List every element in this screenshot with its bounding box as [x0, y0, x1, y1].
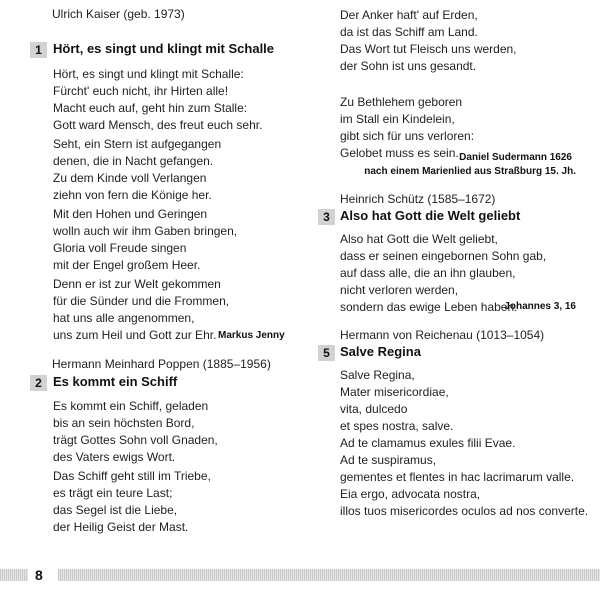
song2-stanza-4: [340, 94, 474, 162]
track-number-5: 5: [318, 345, 335, 361]
song1-stanza-2: [53, 136, 221, 204]
composer-kaiser: Ulrich Kaiser (geb. 1973): [52, 7, 185, 21]
track-number-3: 3: [318, 209, 335, 225]
lyric-line: Gloria voll Freude singen: [53, 241, 187, 255]
song2-stanza-3: [340, 7, 517, 75]
lyric-line: der Sohn ist uns gesandt.: [340, 59, 477, 73]
lyric-line: auf dass alle, die an ihn glauben,: [340, 266, 516, 280]
song1-stanza-1: [53, 66, 262, 134]
lyric-line: trägt Gottes Sohn voll Gnaden,: [53, 433, 218, 447]
song2-stanza-1: [53, 398, 218, 466]
lyric-line: Zu dem Kinde voll Verlangen: [53, 171, 207, 185]
lyric-line: das Segel ist die Liebe,: [53, 503, 178, 517]
lyric-line: der Heilig Geist der Mast.: [53, 520, 189, 534]
footer-bar-left: [0, 569, 28, 581]
song1-stanza-3: [53, 206, 237, 274]
lyric-line: nicht verloren werden,: [340, 283, 459, 297]
lyric-line: im Stall ein Kindelein,: [340, 112, 455, 126]
attribution-johannes: Johannes 3, 16: [504, 301, 576, 312]
lyric-line: für die Sünder und die Frommen,: [53, 294, 230, 308]
lyric-line: hat uns alle angenommen,: [53, 311, 195, 325]
footer-bar-right: [58, 569, 600, 581]
lyric-line: wolln auch wir ihm Gaben bringen,: [53, 224, 238, 238]
lyric-line: Hört, es singt und klingt mit Schalle:: [53, 67, 244, 81]
lyric-line: gementes et flentes in hac lacrimarum valle.: [340, 470, 575, 484]
lyric-line: ziehn von fern die Könige her.: [53, 188, 212, 202]
lyric-line: Also hat Gott die Welt geliebt,: [340, 232, 498, 246]
lyric-line: illos tuos misericordes oculos ad nos converte.: [340, 504, 589, 518]
attribution-strassburg: nach einem Marienlied aus Straßburg 15. Jh.: [364, 166, 576, 177]
song5-text: [340, 367, 588, 520]
composer-schuetz: Heinrich Schütz (1585–1672): [340, 192, 496, 206]
song-title-3: Also hat Gott die Welt geliebt: [340, 208, 521, 223]
song-title-2: Es kommt ein Schiff: [53, 374, 178, 389]
song-title-5: Salve Regina: [340, 344, 421, 359]
lyric-line: vita, dulcedo: [340, 402, 408, 416]
lyric-line: Der Anker haft' auf Erden,: [340, 8, 478, 22]
lyric-line: dass er seinen eingebornen Sohn gab,: [340, 249, 547, 263]
song-title-1: Hört, es singt und klingt mit Schalle: [53, 41, 275, 56]
lyric-line: Gott ward Mensch, des freut euch sehr.: [53, 118, 263, 132]
lyric-line: Das Wort tut Fleisch uns werden,: [340, 42, 517, 56]
track-number-1: 1: [30, 42, 47, 58]
lyric-line: Eia ergo, advocata nostra,: [340, 487, 481, 501]
lyric-line: Ad te clamamus exules filii Evae.: [340, 436, 516, 450]
attribution-sudermann: Daniel Sudermann 1626: [459, 152, 572, 163]
lyric-line: bis an sein höchsten Bord,: [53, 416, 195, 430]
lyric-line: mit der Engel großem Heer.: [53, 258, 201, 272]
lyric-line: Gelobet muss es sein.: [340, 146, 459, 160]
lyric-line: denen, die in Nacht gefangen.: [53, 154, 214, 168]
composer-poppen: Hermann Meinhard Poppen (1885–1956): [52, 357, 271, 371]
lyric-line: sondern das ewige Leben haben.: [340, 300, 518, 314]
lyric-line: Ad te suspiramus,: [340, 453, 437, 467]
lyric-line: Mater misericordiae,: [340, 385, 449, 399]
lyric-line: es trägt ein teure Last;: [53, 486, 173, 500]
page-number: 8: [35, 567, 43, 583]
lyric-line: Das Schiff geht still im Triebe,: [53, 469, 211, 483]
song1-stanza-4: [53, 276, 229, 344]
lyric-line: Seht, ein Stern ist aufgegangen: [53, 137, 222, 151]
lyric-line: Denn er ist zur Welt gekommen: [53, 277, 221, 291]
lyric-line: et spes nostra, salve.: [340, 419, 454, 433]
lyric-line: Zu Bethlehem geboren: [340, 95, 463, 109]
lyric-line: Fürcht' euch nicht, ihr Hirten alle!: [53, 84, 229, 98]
lyric-line: des Vaters ewigs Wort.: [53, 450, 176, 464]
lyric-line: Mit den Hohen und Geringen: [53, 207, 208, 221]
composer-reichenau: Hermann von Reichenau (1013–1054): [340, 328, 545, 342]
lyric-line: da ist das Schiff am Land.: [340, 25, 478, 39]
lyric-line: Salve Regina,: [340, 368, 415, 382]
lyric-line: Es kommt ein Schiff, geladen: [53, 399, 209, 413]
song2-stanza-2: [53, 468, 211, 536]
lyric-line: uns zum Heil und Gott zur Ehr.: [53, 328, 217, 342]
track-number-2: 2: [30, 375, 47, 391]
lyric-line: gibt sich für uns verloren:: [340, 129, 475, 143]
lyric-line: Macht euch auf, geht hin zum Stalle:: [53, 101, 248, 115]
attribution-markus-jenny: Markus Jenny: [218, 330, 285, 341]
